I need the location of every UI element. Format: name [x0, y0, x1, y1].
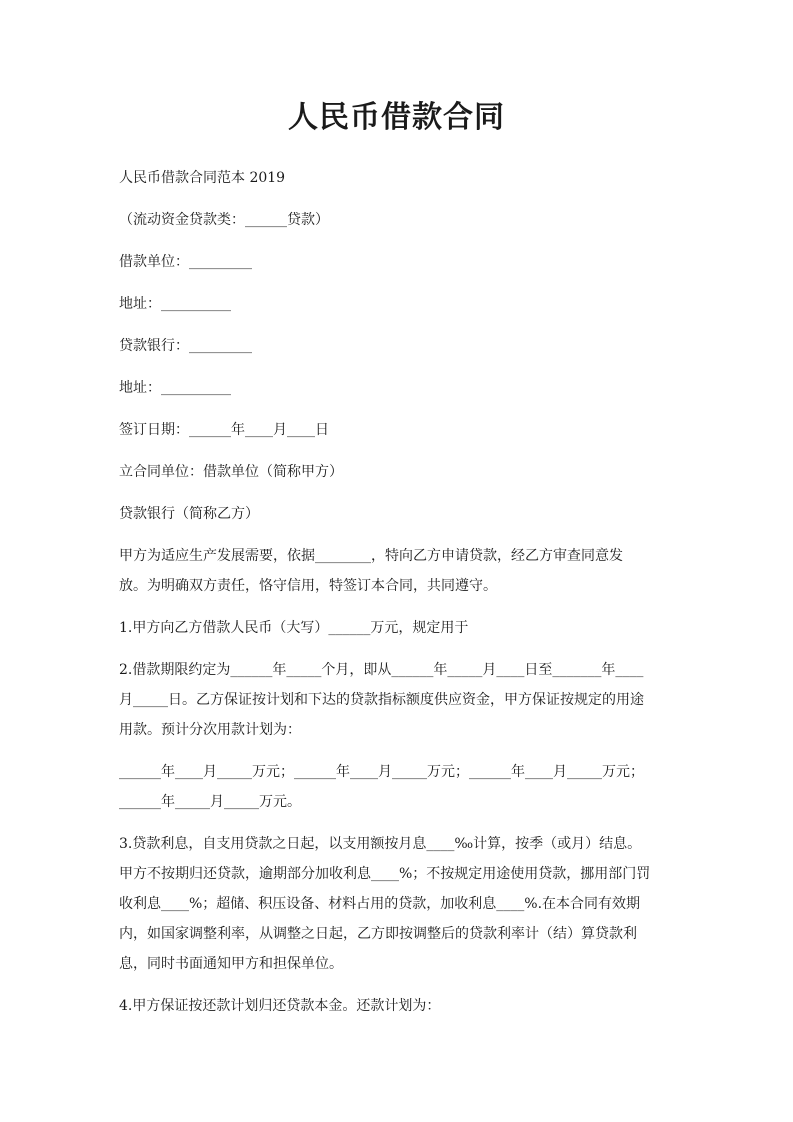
clause-2-line: 2.借款期限约定为______年_____个月，即从______年_____月____日至_______年____ — [119, 662, 644, 678]
clause-3-line: 收利息____%；超储、积压设备、材料占用的贷款，加收利息____%.在本合同有效期 — [119, 896, 641, 912]
bank-address-line: 地址：__________ — [119, 380, 231, 396]
party-a-line: 立合同单位：借款单位（简称甲方） — [119, 464, 343, 480]
document-body — [119, 163, 679, 1021]
intro-line: 放。为明确双方责任，恪守信用，特签订本合同，共同遵守。 — [119, 578, 497, 594]
page-title: 人民币借款合同 — [288, 100, 505, 135]
intro-paragraph — [119, 541, 679, 601]
schedule-line: ______年_____月_____万元。 — [119, 794, 301, 810]
loan-type-line: （流动资金贷款类：______贷款） — [119, 212, 329, 228]
subtitle: 人民币借款合同范本 2019 — [119, 170, 286, 186]
clause-3-line: 息，同时书面通知甲方和担保单位。 — [119, 956, 343, 972]
clause-3-line: 内，如国家调整利率，从调整之日起，乙方即按调整后的贷款利率计（结）算贷款利 — [119, 926, 637, 942]
clause-3-line: 甲方不按期归还贷款，逾期部分加收利息____%；不按规定用途使用贷款，挪用部门罚 — [119, 866, 651, 882]
clause-2-line: 月_____日。乙方保证按计划和下达的贷款指标额度供应资金，甲方保证按规定的用途 — [119, 692, 644, 708]
clause-1: 1.甲方向乙方借款人民币（大写）______万元，规定用于 — [119, 620, 469, 636]
schedule-paragraph — [119, 757, 679, 817]
clause-3-line: 3.贷款利息，自支用贷款之日起，以支用额按月息____‰计算，按季（或月）结息。 — [119, 836, 642, 852]
bank-line: 贷款银行：_________ — [119, 338, 252, 354]
party-b-line: 贷款银行（简称乙方） — [119, 506, 259, 522]
clause-2 — [119, 655, 679, 745]
borrower-address-line: 地址：__________ — [119, 296, 231, 312]
borrower-line: 借款单位：_________ — [119, 254, 252, 270]
clause-4: 4.甲方保证按还款计划归还贷款本金。还款计划为： — [119, 998, 441, 1014]
sign-date-line: 签订日期：______年____月____日 — [119, 422, 329, 438]
schedule-line: ______年____月_____万元；______年____月_____万元；______年____月_____万元； — [119, 764, 644, 780]
intro-line: 甲方为适应生产发展需要，依据________，特向乙方申请贷款，经乙方审查同意发 — [119, 548, 623, 564]
clause-3 — [119, 829, 679, 979]
clause-2-line: 用款。预计分次用款计划为： — [119, 722, 301, 738]
